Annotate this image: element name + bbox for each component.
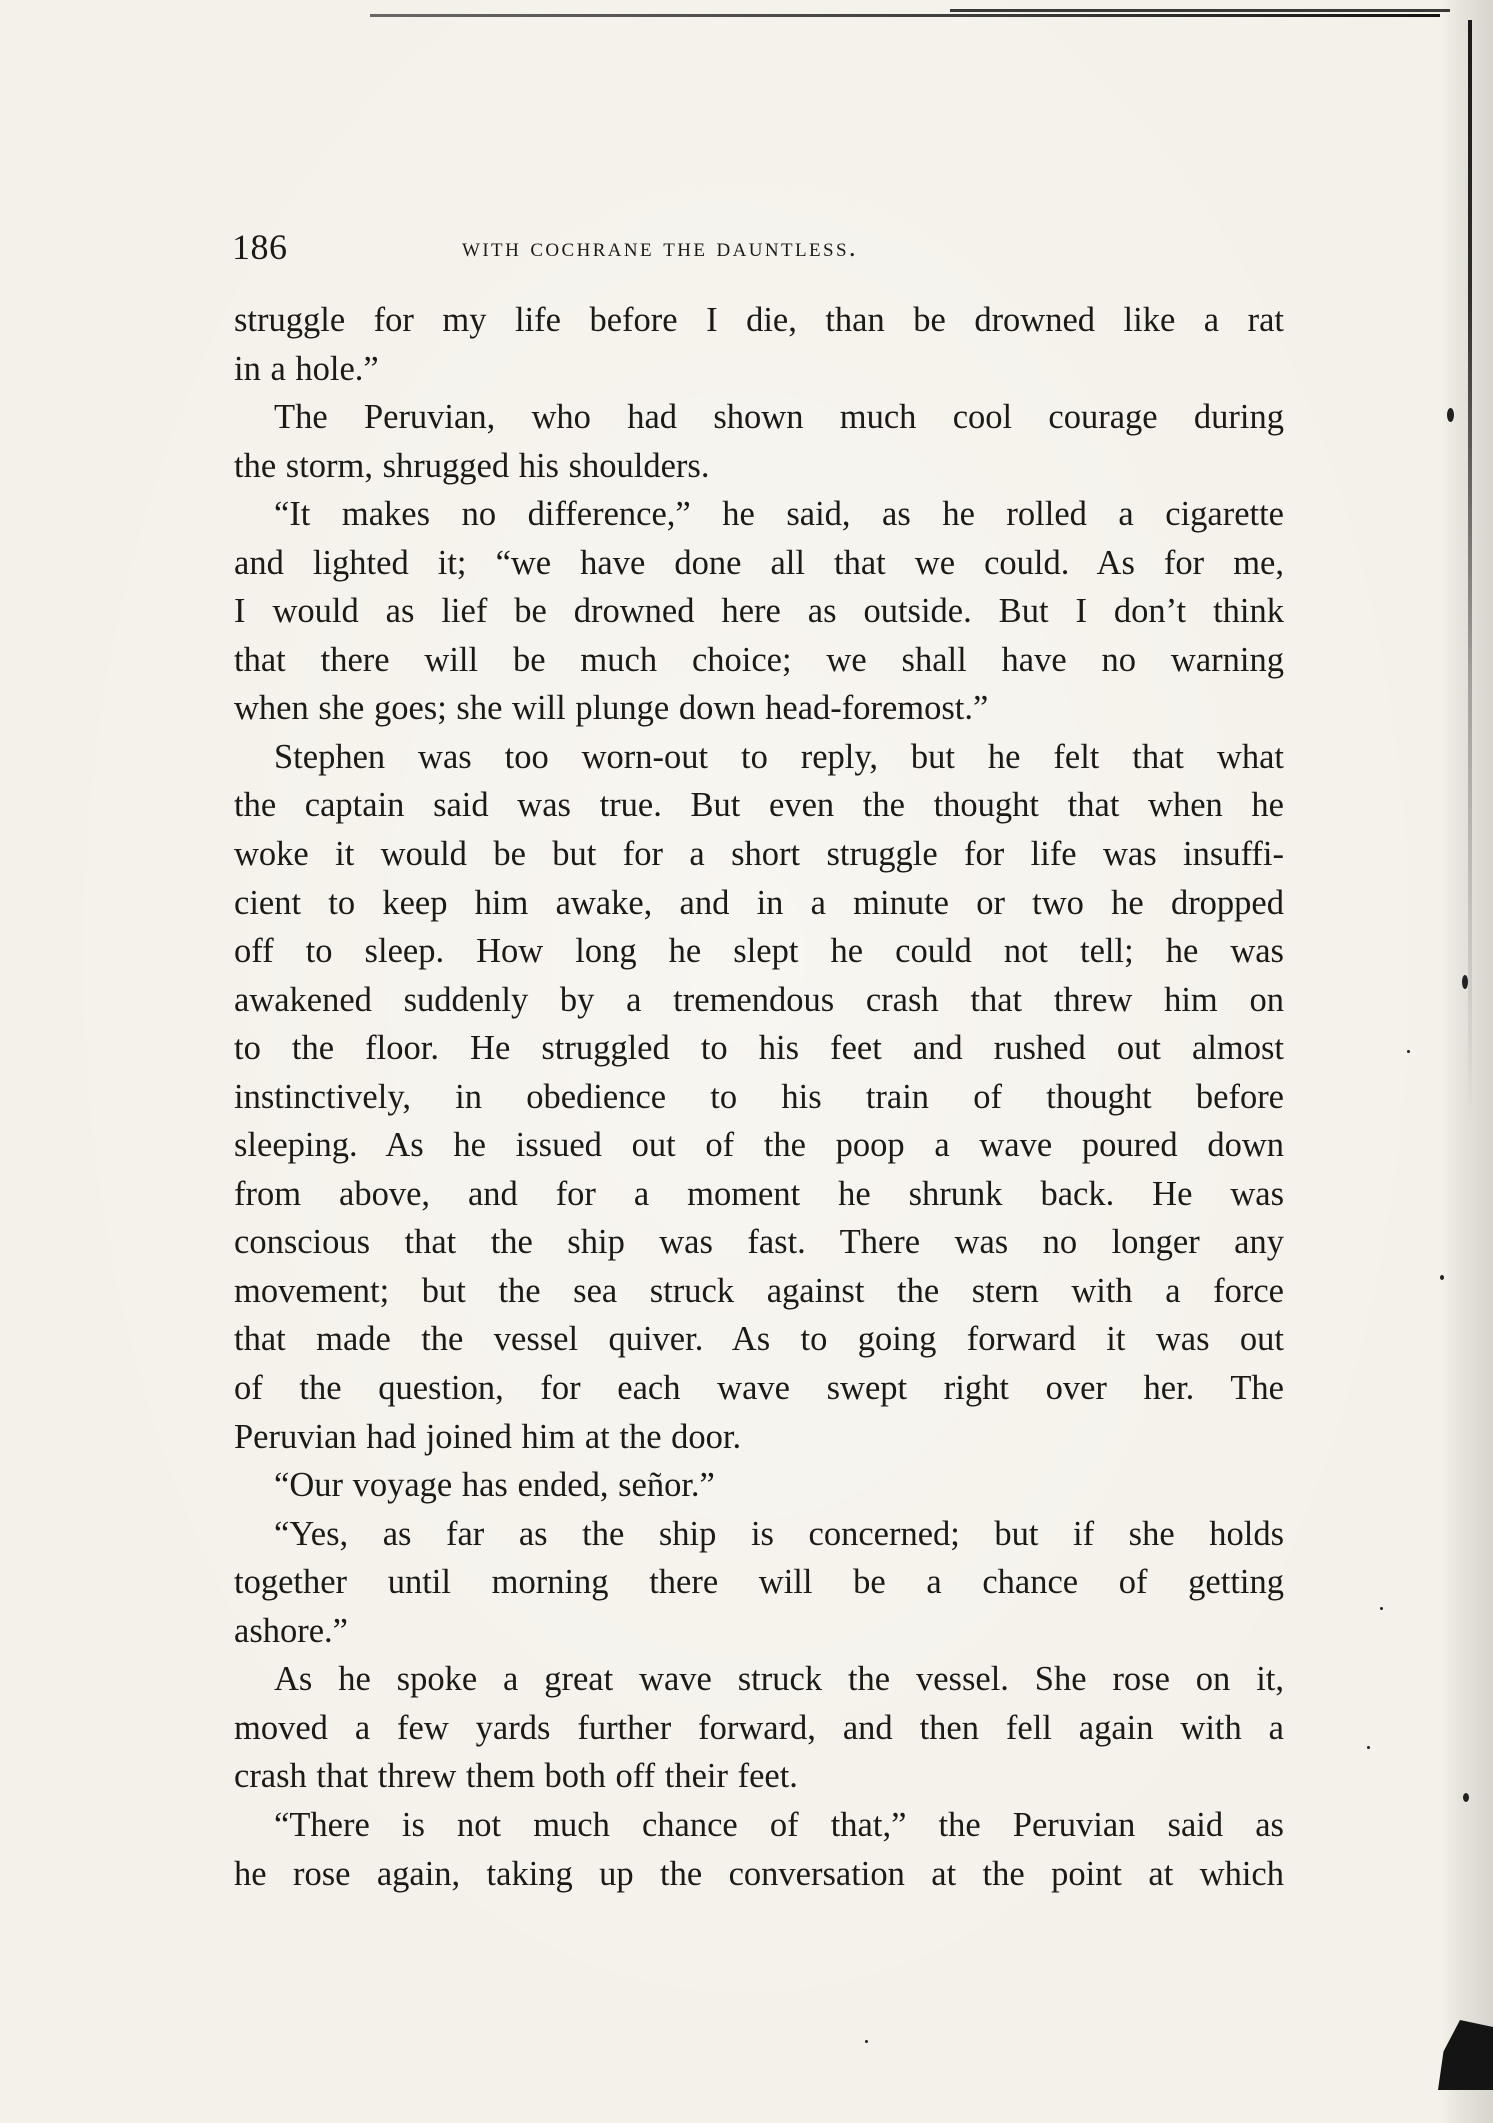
- text-line: the captain said was true. But even the thought that when he: [234, 786, 1284, 825]
- text-line: Peruvian had joined him at the door.: [234, 1417, 742, 1456]
- scan-speck: [1447, 408, 1454, 422]
- text-line: ashore.”: [234, 1611, 348, 1650]
- text-line: that there will be much choice; we shall have no warning: [234, 640, 1284, 679]
- text-line: As he spoke a great wave struck the vessel. She rose on it,: [274, 1660, 1284, 1699]
- text-line: cient to keep him awake, and in a minute or two he dropped: [234, 883, 1284, 922]
- text-line: he rose again, taking up the conversation at the point at which: [234, 1854, 1284, 1893]
- text-line: crash that threw them both off their feet.: [234, 1757, 798, 1796]
- text-line: moved a few yards further forward, and then fell again with a: [234, 1708, 1284, 1747]
- running-head: with cochrane the dauntless.: [462, 232, 859, 262]
- scan-edge-rule-dark: [950, 9, 1450, 12]
- text-line: together until morning there will be a chance of getting: [234, 1563, 1284, 1602]
- text-line: awakened suddenly by a tremendous crash that threw him on: [234, 980, 1284, 1019]
- page-header: [232, 226, 1282, 266]
- text-line: sleeping. As he issued out of the poop a wave poured down: [234, 1126, 1284, 1165]
- scan-speck: [1367, 1746, 1370, 1749]
- text-line: the storm, shrugged his shoulders.: [234, 446, 710, 485]
- body-text: [234, 296, 1284, 1898]
- text-line: to the floor. He struggled to his feet and rushed out almost: [234, 1029, 1284, 1068]
- text-line: in a hole.”: [234, 349, 379, 388]
- scan-speck: [1463, 1793, 1469, 1802]
- text-line: “There is not much chance of that,” the Peruvian said as: [274, 1805, 1284, 1844]
- text-line: and lighted it; “we have done all that we could. As for me,: [234, 543, 1284, 582]
- text-line: I would as lief be drowned here as outside. But I don’t think: [234, 592, 1284, 631]
- binding-shadow: [1440, 0, 1493, 2123]
- page-number: 186: [232, 227, 288, 267]
- text-line: “It makes no difference,” he said, as he rolled a cigarette: [274, 495, 1284, 534]
- scan-edge-rule: [370, 14, 1440, 17]
- scan-speck: [1440, 1275, 1444, 1280]
- text-line: Stephen was too worn-out to reply, but he felt that what: [274, 737, 1284, 776]
- text-line: that made the vessel quiver. As to going forward it was out: [234, 1320, 1284, 1359]
- scan-speck: [1462, 975, 1468, 989]
- scan-speck: [865, 2040, 868, 2043]
- text-line: instinctively, in obedience to his train of thought before: [234, 1077, 1284, 1116]
- text-line: conscious that the ship was fast. There was no longer any: [234, 1223, 1284, 1262]
- text-line: of the question, for each wave swept right over her. The: [234, 1369, 1284, 1408]
- text-line: struggle for my life before I die, than be drowned like a rat: [234, 301, 1284, 339]
- text-line: “Yes, as far as the ship is concerned; but if she holds: [274, 1514, 1284, 1553]
- scan-speck: [1407, 1050, 1410, 1053]
- text-line: The Peruvian, who had shown much cool courage during: [274, 398, 1284, 437]
- binding-edge-line: [1468, 20, 1472, 1120]
- text-line: movement; but the sea struck against the stern with a force: [234, 1271, 1284, 1310]
- scan-speck: [1380, 1607, 1383, 1610]
- text-line: “Our voyage has ended, señor.”: [274, 1466, 715, 1505]
- text-line: woke it would be but for a short struggle for life was insuffi-: [234, 835, 1284, 874]
- text-line: when she goes; she will plunge down head-foremost.”: [234, 689, 989, 728]
- text-line: from above, and for a moment he shrunk back. He was: [234, 1174, 1284, 1213]
- text-line: off to sleep. How long he slept he could not tell; he was: [234, 932, 1284, 971]
